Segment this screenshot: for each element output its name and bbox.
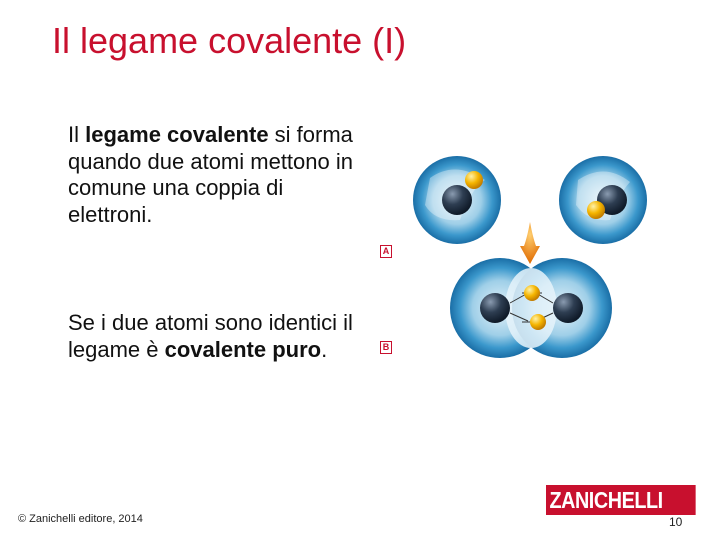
term-legame-covalente: legame covalente	[85, 122, 269, 147]
copyright-text: © Zanichelli editore, 2014	[18, 513, 143, 525]
paragraph-pure-covalent	[68, 310, 358, 363]
atom-left-nucleus	[442, 185, 472, 215]
term-covalente-puro: covalente puro	[164, 336, 322, 362]
shared-electron-bottom	[530, 314, 546, 330]
molecule-nucleus-left	[480, 293, 510, 323]
atom-left-electron	[465, 171, 483, 189]
molecule-overlap-region	[505, 268, 557, 348]
figure-label-b: B	[380, 341, 392, 354]
paragraph-pure-part1: Se i due atomi sono identici il legame è	[68, 310, 353, 362]
paragraph-definition	[68, 122, 358, 228]
covalent-bond-illustration	[400, 150, 660, 365]
slide-title: Il legame covalente (I)	[52, 20, 407, 61]
figure-label-a: A	[380, 245, 392, 258]
reaction-arrow-icon	[520, 222, 540, 264]
paragraph-definition-part3: si forma quando due atomi mettono in comune una coppia di elettroni.	[68, 122, 353, 227]
paragraph-pure-part3: .	[321, 336, 328, 362]
atom-right-electron	[587, 201, 605, 219]
shared-electron-top	[524, 285, 540, 301]
page-number: 10	[669, 515, 683, 529]
molecule-nucleus-right	[553, 293, 583, 323]
paragraph-definition-part1: Il	[68, 122, 86, 147]
publisher-logo: ZANICHELLI	[546, 485, 696, 515]
bonded-molecule-group	[450, 258, 612, 358]
